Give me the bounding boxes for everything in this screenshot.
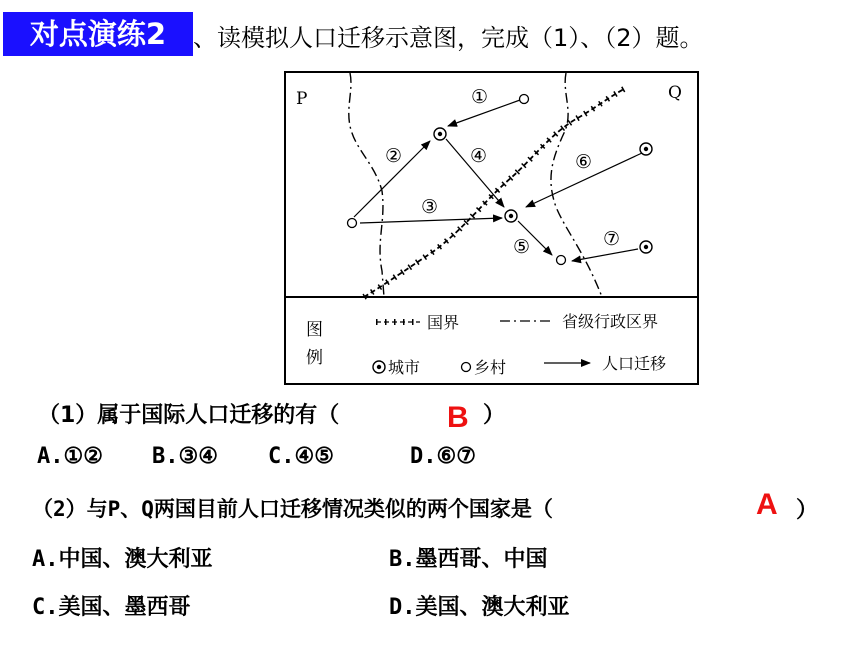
legend-provincial-border-label: 省级行政区界	[562, 312, 659, 331]
question-2-close-paren: ）	[796, 498, 819, 523]
legend-city-label: 城市	[388, 358, 421, 377]
question-1-option-a[interactable]: A.①②	[37, 444, 103, 469]
route-label-5: ⑤	[513, 236, 531, 258]
route-label-7: ⑦	[603, 228, 621, 250]
village-5-destination	[557, 256, 566, 265]
question-1-stem	[38, 398, 339, 429]
village-west	[348, 219, 357, 228]
instruction-text: 、读模拟人口迁移示意图，完成（1）、（2）题。	[193, 24, 704, 52]
city-central	[505, 210, 517, 222]
route-label-2: ②	[385, 145, 403, 167]
city-6-origin	[640, 143, 652, 155]
question-2-option-b[interactable]: B.墨西哥、中国	[389, 547, 548, 572]
village-1-origin	[520, 95, 529, 104]
exercise-badge: 对点演练2	[3, 12, 193, 56]
legend-national-border-label: 国界	[427, 313, 460, 332]
question-2-answer: A	[756, 488, 778, 521]
question-1-option-d[interactable]: D.⑥⑦	[410, 444, 476, 469]
legend-city-symbol	[373, 361, 385, 373]
legend-title-top: 图	[306, 320, 323, 340]
route-label-4: ④	[470, 145, 488, 167]
route-label-3: ③	[421, 196, 439, 218]
question-2-option-d[interactable]: D.美国、澳大利亚	[389, 595, 570, 620]
figure-frame	[285, 72, 698, 384]
legend-village-symbol	[462, 363, 471, 372]
route-label-1: ①	[471, 86, 489, 108]
question-2-option-c[interactable]: C.美国、墨西哥	[32, 595, 191, 620]
question-2-text: （2）与P、Q两国目前人口迁移情况类似的两个国家是（	[32, 497, 553, 521]
migration-diagram	[284, 71, 700, 391]
question-1-option-c[interactable]: C.④⑤	[268, 444, 334, 469]
question-1-text: （1）属于国际人口迁移的有（	[38, 403, 340, 428]
question-1-option-b[interactable]: B.③④	[152, 444, 218, 469]
question-2-option-a[interactable]: A.中国、澳大利亚	[32, 547, 213, 572]
question-1-answer: B	[447, 401, 469, 434]
city-7-origin	[640, 241, 652, 253]
city-north	[434, 128, 446, 140]
country-label-p: P	[296, 89, 308, 109]
question-1-close-paren: ）	[483, 403, 506, 428]
route-label-6: ⑥	[575, 151, 593, 173]
legend-migration-label: 人口迁移	[602, 354, 667, 373]
legend-title-bottom: 例	[306, 348, 323, 368]
legend-village-label: 乡村	[474, 358, 507, 377]
country-label-q: Q	[668, 83, 682, 103]
